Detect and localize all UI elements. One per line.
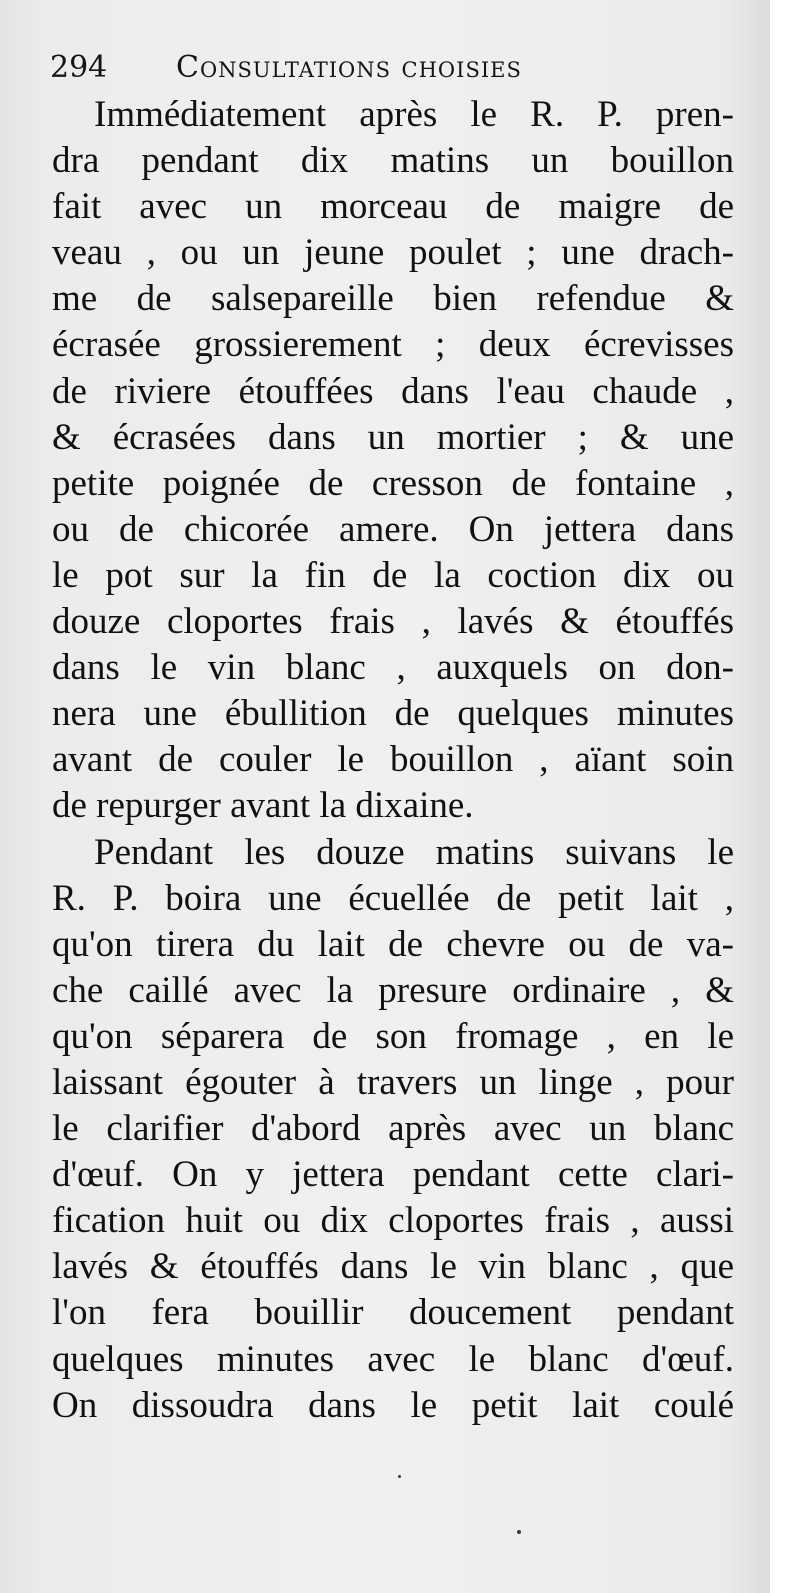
ink-speck	[517, 1530, 521, 1534]
text-line: douze cloportes frais , lavés & étouffés	[52, 601, 734, 643]
text-line: d'œuf. On y jettera pendant cette clari-	[52, 1154, 734, 1196]
text-line: R. P. boira une écuellée de petit lait ,	[52, 877, 734, 919]
text-line: che caillé avec la presure ordinaire , &	[52, 969, 734, 1011]
text-line: veau , ou un jeune poulet ; une drach-	[52, 232, 734, 274]
text-line: On dissoudra dans le petit lait coulé	[52, 1384, 734, 1426]
text-line: dra pendant dix matins un bouillon	[52, 140, 734, 182]
text-line: l'on fera bouillir doucement pendant	[52, 1292, 734, 1334]
text-line: écrasée grossierement ; deux écrevisses	[52, 324, 734, 366]
text-line: de repurger avant la dixaine.	[52, 785, 474, 827]
ink-speck	[398, 1475, 401, 1478]
text-line: fication huit ou dix cloportes frais , aussi	[52, 1200, 734, 1242]
text-line: me de salsepareille bien refendue &	[52, 278, 734, 320]
text-line: laissant égouter à travers un linge , pour	[52, 1061, 734, 1103]
text-line: fait avec un morceau de maigre de	[52, 186, 734, 228]
running-title: Consultations choisies	[176, 50, 522, 85]
paragraph	[52, 92, 734, 830]
text-line: qu'on tirera du lait de chevre ou de va-	[52, 923, 734, 965]
scan-margin	[770, 0, 800, 1593]
text-line: le pot sur la fin de la coction dix ou	[52, 554, 734, 596]
text-line: quelques minutes avec le blanc d'œuf.	[52, 1338, 734, 1380]
text-line: ou de chicorée amere. On jettera dans	[52, 508, 734, 550]
text-line: Immédiatement après le R. P. pren-	[94, 94, 734, 135]
text-line: avant de couler le bouillon , aïant soin	[52, 739, 734, 781]
text-line: dans le vin blanc , auxquels on don-	[52, 647, 734, 689]
text-line: qu'on séparera de son fromage , en le	[52, 1015, 734, 1057]
paragraph	[52, 830, 734, 1429]
text-line: lavés & étouffés dans le vin blanc , que	[52, 1246, 734, 1288]
page-number: 294	[50, 50, 108, 85]
text-line: nera une ébullition de quelques minutes	[52, 693, 734, 735]
text-line: Pendant les douze matins suivans le	[94, 831, 734, 873]
text-line: petite poignée de cresson de fontaine ,	[52, 462, 734, 504]
text-line: de riviere étouffées dans l'eau chaude ,	[52, 370, 734, 412]
body-text	[52, 92, 734, 1429]
text-line: & écrasées dans un mortier ; & une	[52, 416, 734, 458]
page-header	[50, 44, 750, 92]
text-line: le clarifier d'abord après avec un blanc	[52, 1108, 734, 1150]
